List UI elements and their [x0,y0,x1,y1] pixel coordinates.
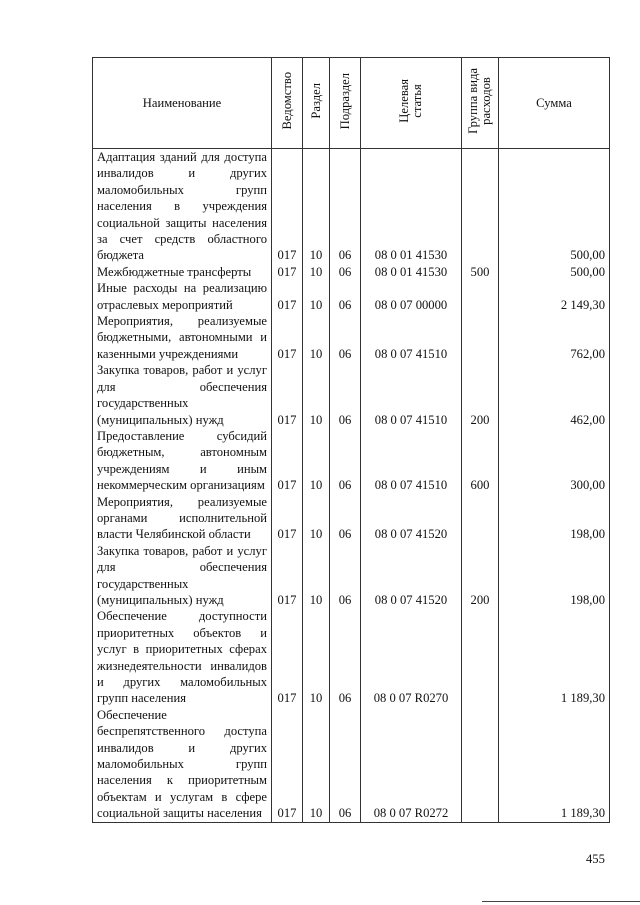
cell-name: Мероприятия, реализуемые бюджетными, автономными и казенными учреждениями [93,313,272,362]
table-row [93,707,610,822]
cell-gruppa: 600 [462,428,499,494]
cell-razdel: 10 [303,362,330,428]
cell-razdel: 10 [303,543,330,609]
cell-vedomstvo: 017 [272,707,303,822]
cell-podrazdel: 06 [330,264,361,280]
cell-vedomstvo: 017 [272,264,303,280]
cell-name: Предоставление субсидий бюджетным, автономным учреждениям и иным некоммерческим организациям [93,428,272,494]
cell-razdel: 10 [303,428,330,494]
cell-razdel: 10 [303,494,330,543]
table-row [93,608,610,706]
cell-summa: 462,00 [499,362,610,428]
table-row [93,149,610,264]
cell-gruppa: 200 [462,543,499,609]
cell-podrazdel: 06 [330,707,361,822]
cell-gruppa: 500 [462,264,499,280]
cell-razdel: 10 [303,707,330,822]
cell-name: Обеспечение беспрепятственного доступа инвалидов и других маломобильных групп населения к приоритетным объектам и услугам в сфере социальной защиты населения [93,707,272,822]
cell-podrazdel: 06 [330,428,361,494]
table-row [93,362,610,428]
budget-table [92,57,610,823]
cell-summa: 198,00 [499,543,610,609]
cell-celevaya-statya: 08 0 01 41530 [361,264,462,280]
cell-summa: 500,00 [499,264,610,280]
cell-summa: 1 189,30 [499,608,610,706]
footer-rule [482,901,640,902]
cell-gruppa [462,707,499,822]
cell-celevaya-statya: 08 0 07 41520 [361,543,462,609]
cell-vedomstvo: 017 [272,608,303,706]
cell-razdel: 10 [303,264,330,280]
header-gruppa-vida-rashodov: Группа вида расходов [462,58,499,149]
table-row [93,280,610,313]
cell-name: Мероприятия, реализуемые органами исполнительной власти Челябинской области [93,494,272,543]
cell-celevaya-statya: 08 0 07 41520 [361,494,462,543]
cell-podrazdel: 06 [330,494,361,543]
cell-gruppa [462,149,499,264]
cell-vedomstvo: 017 [272,494,303,543]
cell-name: Адаптация зданий для доступа инвалидов и других маломобильных групп населения в учреждения социальной защиты населения за счет средств областного бюджета [93,149,272,264]
cell-celevaya-statya: 08 0 07 R0270 [361,608,462,706]
cell-summa: 300,00 [499,428,610,494]
cell-podrazdel: 06 [330,608,361,706]
cell-razdel: 10 [303,608,330,706]
cell-vedomstvo: 017 [272,149,303,264]
cell-razdel: 10 [303,280,330,313]
cell-gruppa [462,494,499,543]
cell-podrazdel: 06 [330,313,361,362]
cell-celevaya-statya: 08 0 07 41510 [361,428,462,494]
header-vedomstvo: Ведомство [272,58,303,149]
cell-celevaya-statya: 08 0 07 00000 [361,280,462,313]
cell-gruppa [462,280,499,313]
table-header-row [93,58,610,149]
cell-vedomstvo: 017 [272,280,303,313]
cell-summa: 198,00 [499,494,610,543]
cell-name: Иные расходы на реализацию отраслевых мероприятий [93,280,272,313]
cell-celevaya-statya: 08 0 01 41530 [361,149,462,264]
cell-vedomstvo: 017 [272,362,303,428]
cell-gruppa: 200 [462,362,499,428]
table-row [93,543,610,609]
cell-podrazdel: 06 [330,543,361,609]
cell-celevaya-statya: 08 0 07 41510 [361,362,462,428]
cell-gruppa [462,313,499,362]
table-row [93,428,610,494]
cell-vedomstvo: 017 [272,313,303,362]
cell-vedomstvo: 017 [272,543,303,609]
cell-celevaya-statya: 08 0 07 R0272 [361,707,462,822]
page-number: 455 [586,852,605,866]
cell-celevaya-statya: 08 0 07 41510 [361,313,462,362]
cell-podrazdel: 06 [330,362,361,428]
header-celevaya-statya: Целевая статья [361,58,462,149]
table-row [93,313,610,362]
cell-name: Межбюджетные трансферты [93,264,272,280]
cell-name: Закупка товаров, работ и услуг для обеспечения государственных (муниципальных) нужд [93,362,272,428]
cell-razdel: 10 [303,149,330,264]
cell-summa: 1 189,30 [499,707,610,822]
cell-summa: 2 149,30 [499,280,610,313]
table-row [93,494,610,543]
header-podrazdel: Подраздел [330,58,361,149]
cell-podrazdel: 06 [330,149,361,264]
header-name: Наименование [93,58,272,149]
cell-razdel: 10 [303,313,330,362]
cell-vedomstvo: 017 [272,428,303,494]
cell-gruppa [462,608,499,706]
cell-name: Обеспечение доступности приоритетных объектов и услуг в приоритетных сферах жизнедеятельности инвалидов и других маломобильных групп населения [93,608,272,706]
table-row [93,264,610,280]
cell-summa: 500,00 [499,149,610,264]
header-razdel: Раздел [303,58,330,149]
header-summa: Сумма [499,58,610,149]
cell-summa: 762,00 [499,313,610,362]
cell-podrazdel: 06 [330,280,361,313]
cell-name: Закупка товаров, работ и услуг для обеспечения государственных (муниципальных) нужд [93,543,272,609]
